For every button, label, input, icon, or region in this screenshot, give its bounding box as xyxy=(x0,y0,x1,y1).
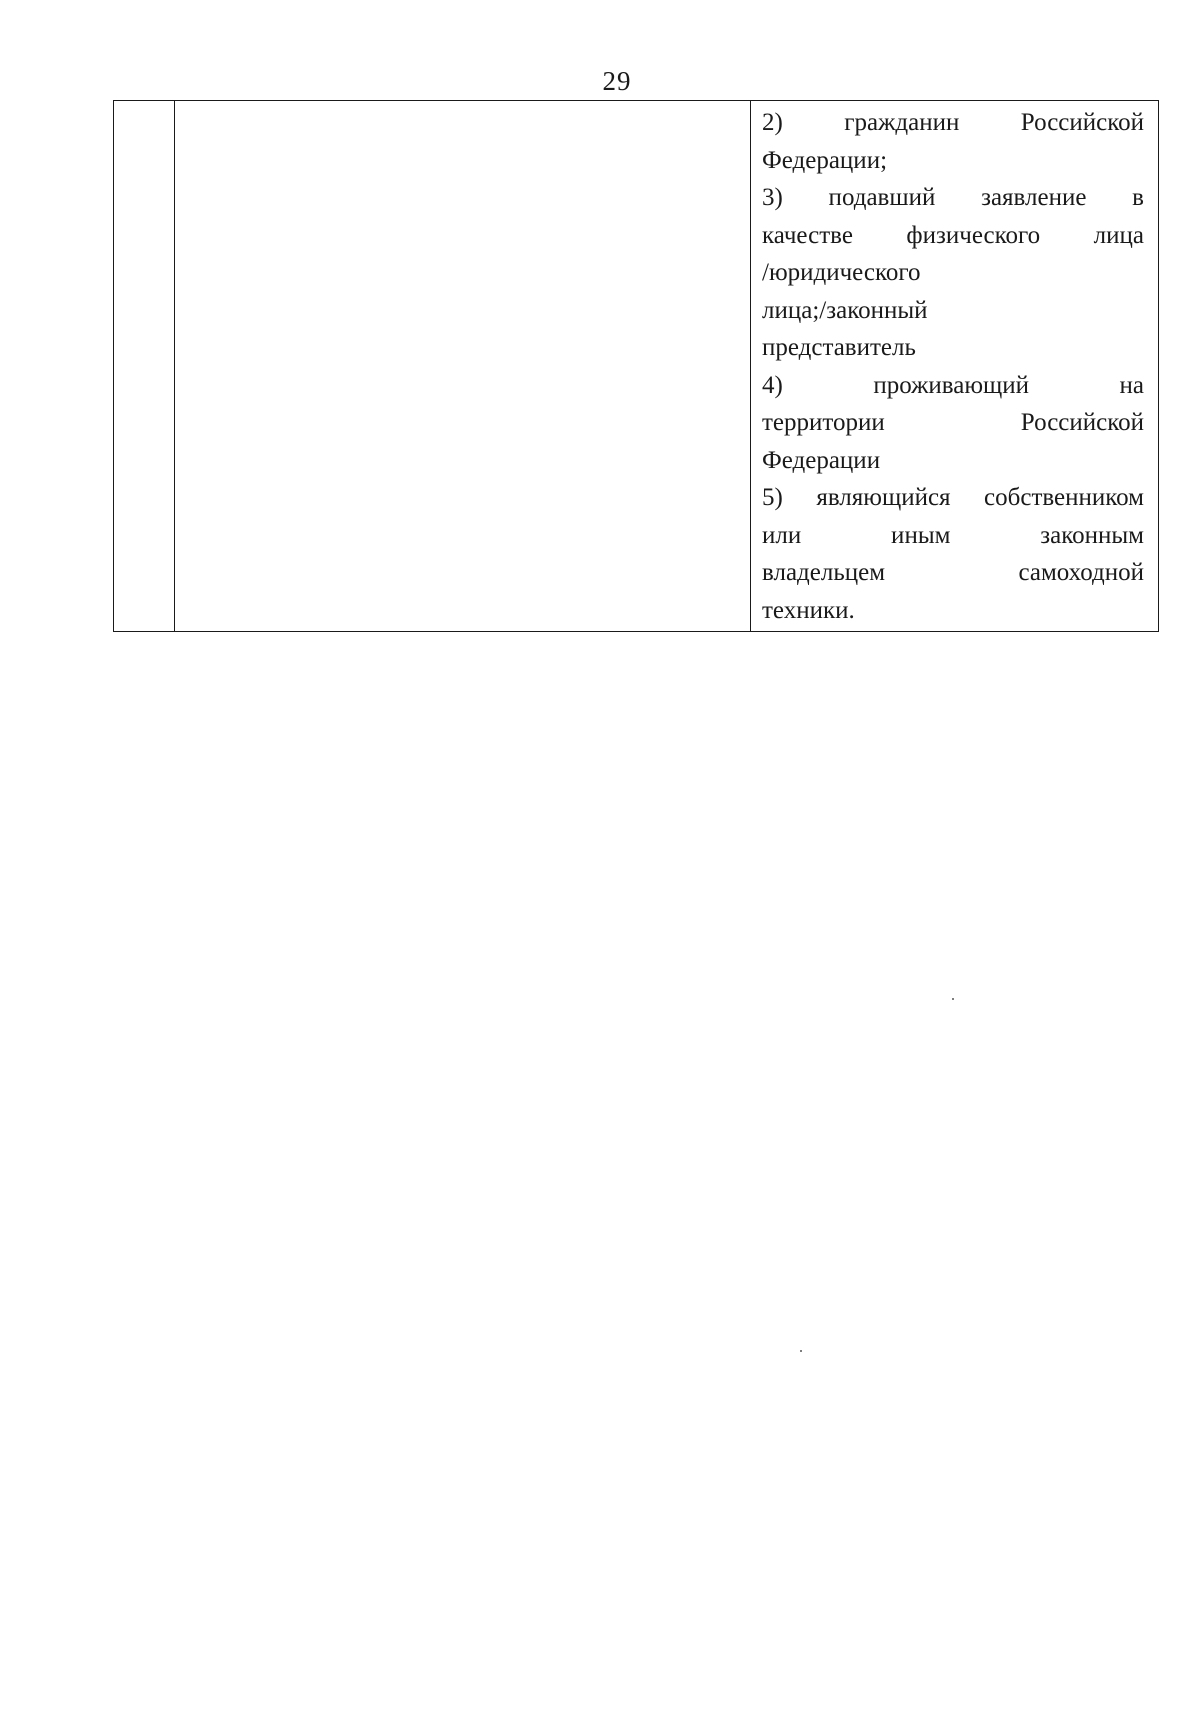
scan-speck xyxy=(952,998,954,1000)
text-line: 4) проживающий на xyxy=(762,371,1144,399)
page-number: 29 xyxy=(602,66,632,96)
document-table xyxy=(113,100,1159,632)
text-line: техники. xyxy=(762,596,855,624)
text-line: представитель xyxy=(762,334,916,361)
text-line: Федерации; xyxy=(762,146,888,174)
text-line: лица;/законный xyxy=(762,296,928,324)
conditions-text xyxy=(751,101,1158,629)
table-row xyxy=(114,101,1159,632)
table-cell-conditions xyxy=(751,101,1159,632)
text-line: качестве физического лица xyxy=(762,221,1144,249)
text-line: /юридического xyxy=(762,259,921,286)
text-line: 2) гражданин Российской xyxy=(762,109,1144,136)
text-line: Федерации xyxy=(762,446,881,474)
text-line: 3) подавший заявление в xyxy=(762,184,1144,211)
table-cell-description xyxy=(175,101,751,632)
scan-speck xyxy=(800,1350,802,1352)
text-line: владельцем самоходной xyxy=(762,559,1144,586)
text-line: или иным законным xyxy=(762,521,1144,549)
text-line: 5) являющийся собственником xyxy=(762,484,1144,511)
text-line: территории Российской xyxy=(762,409,1144,436)
table-cell-number xyxy=(114,101,175,632)
